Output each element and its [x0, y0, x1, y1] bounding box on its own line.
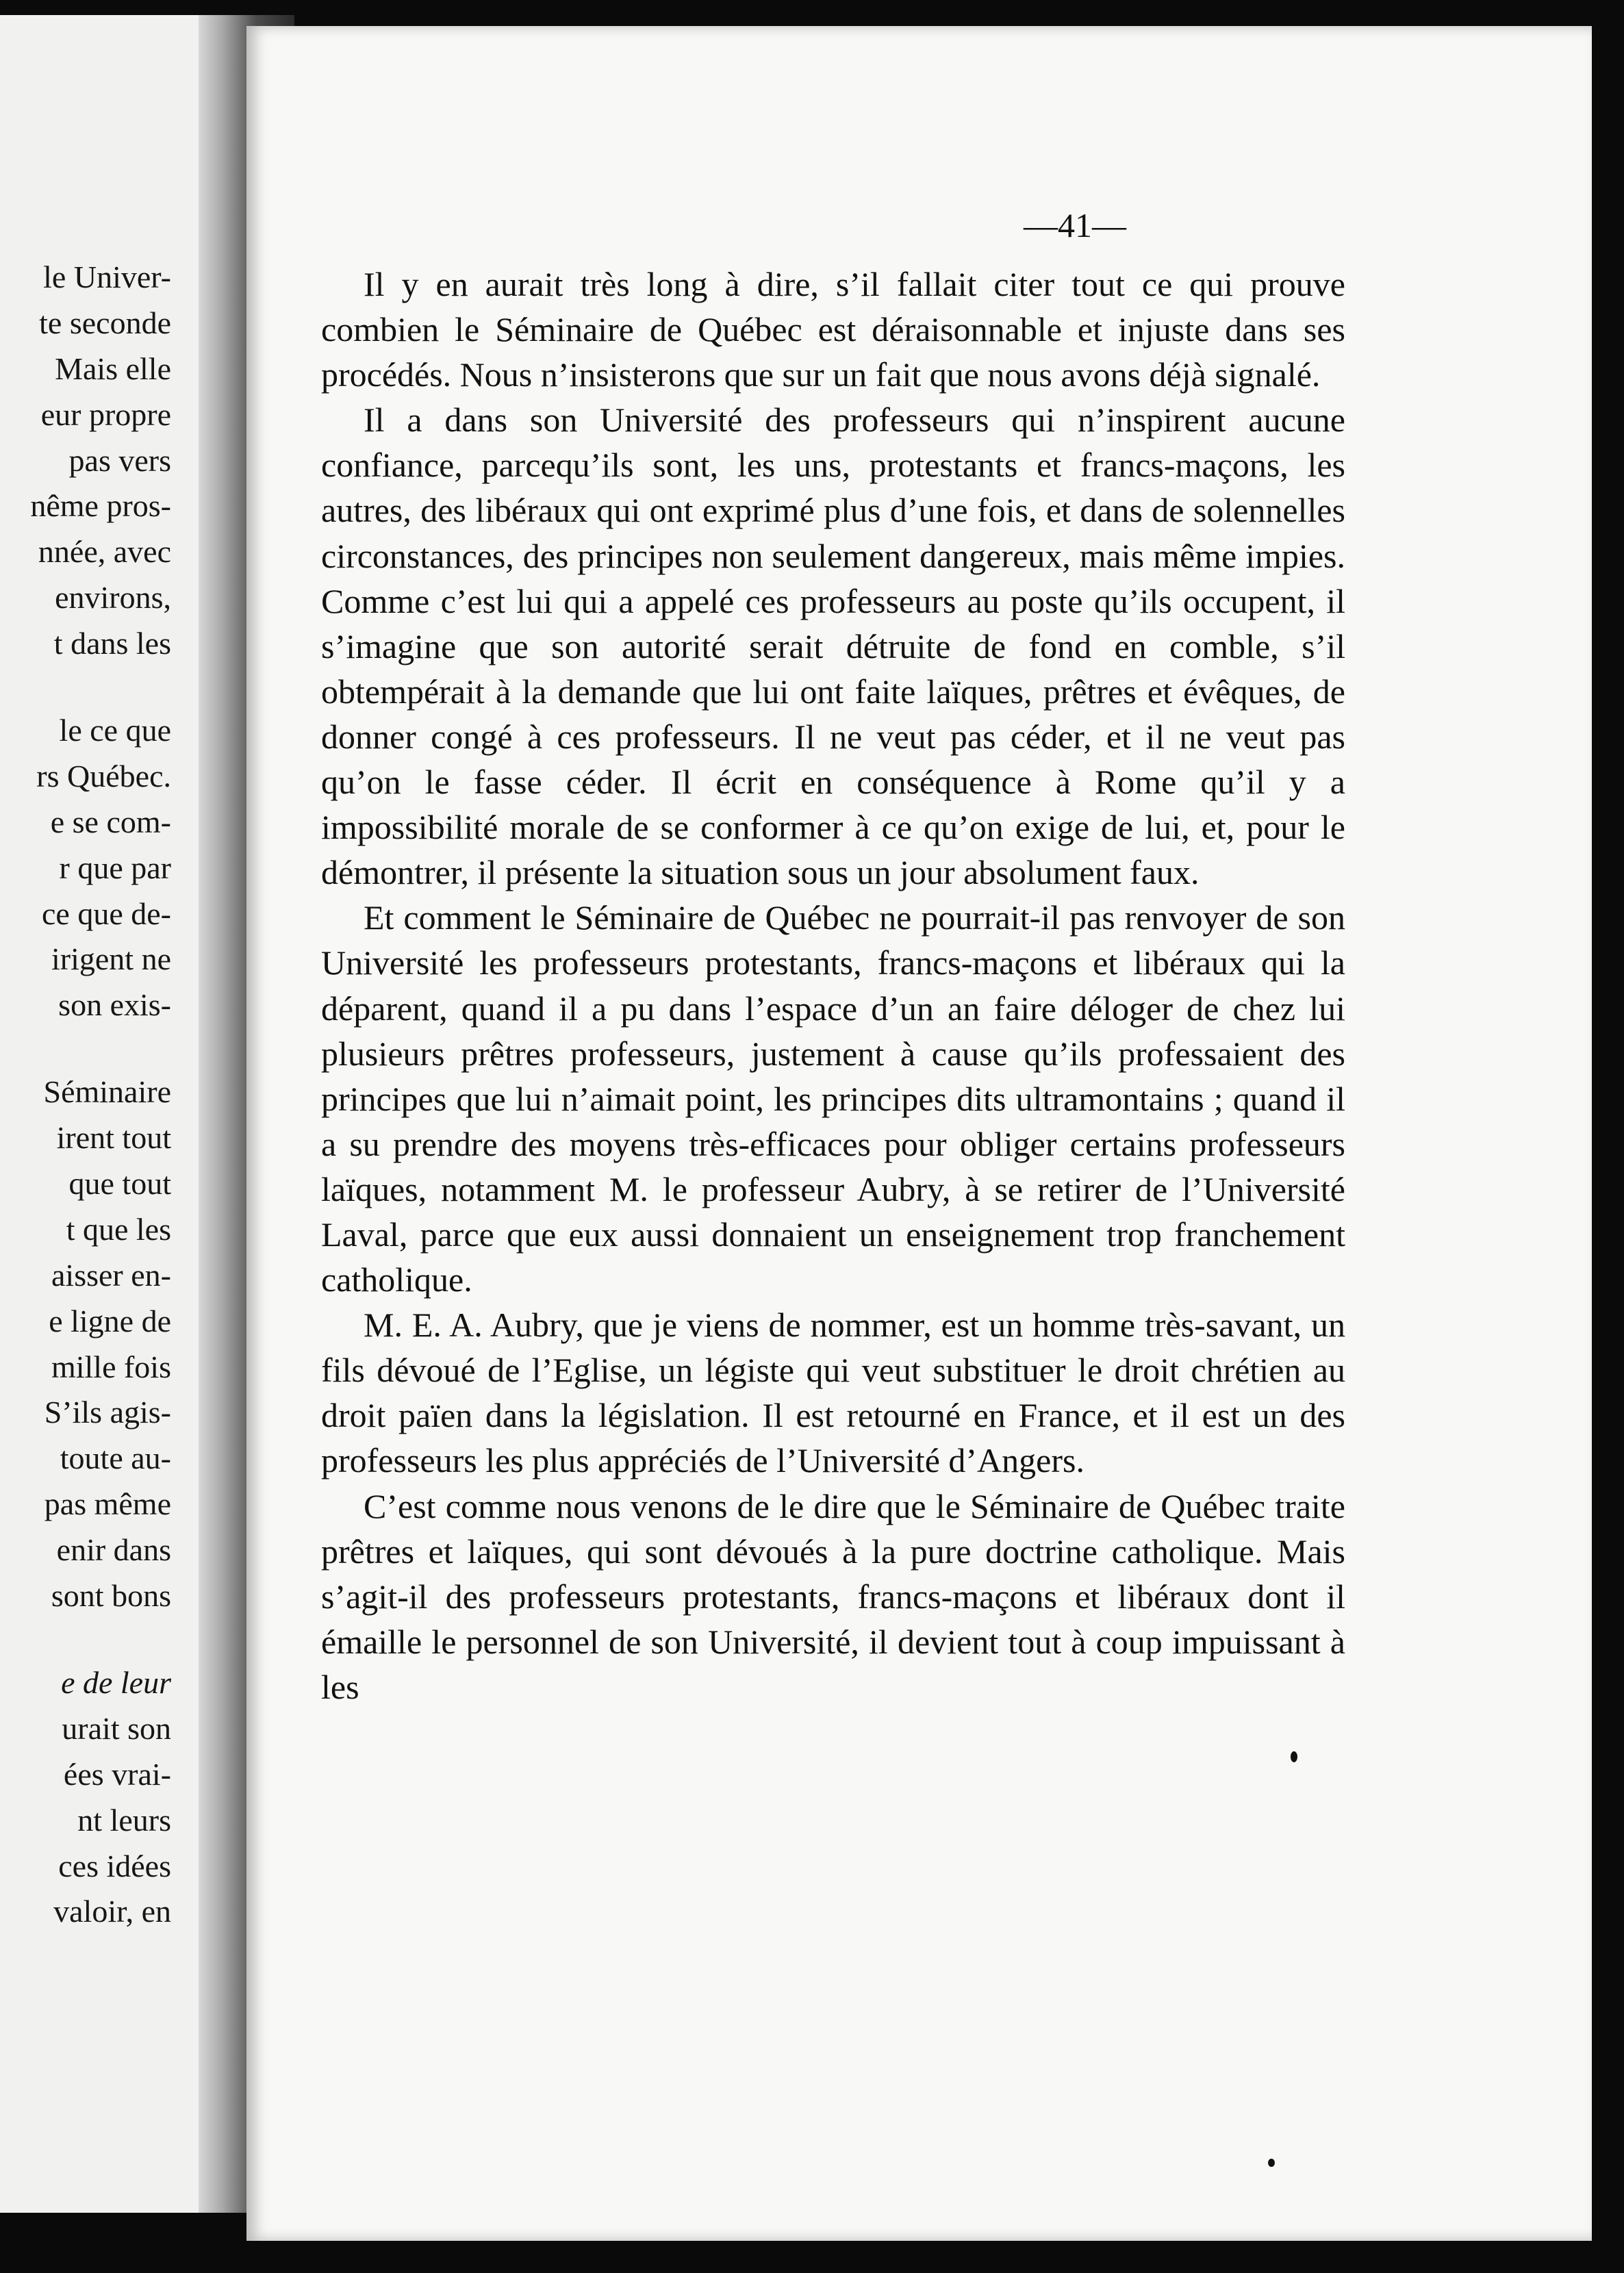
- facing-line: Mais elle: [55, 351, 171, 386]
- paragraph: M. E. A. Aubry, que je viens de nommer, est un homme très-savant, un fils dévoué de l’Eglise, un légiste qui veut substituer le droit chrétien au droit païen dans la législation. Il est retourné en France, et il est un des professeurs les plus appréciés de l’Université d’Angers.: [321, 1306, 1345, 1480]
- facing-line: environs,: [55, 580, 171, 615]
- facing-line-italic: e de leur: [61, 1664, 171, 1700]
- facing-line: nême pros-: [30, 488, 171, 524]
- facing-line: pas vers: [68, 442, 171, 478]
- facing-line: aisser en-: [51, 1257, 171, 1293]
- facing-line: ce que de-: [42, 896, 171, 931]
- facing-page: [0, 15, 233, 2213]
- body-text: [321, 262, 1345, 1710]
- facing-line: e se com-: [50, 804, 171, 839]
- facing-line: e ligne de: [49, 1303, 171, 1338]
- facing-line: irent tout: [56, 1120, 171, 1156]
- facing-line: pas même: [44, 1486, 171, 1522]
- facing-line: ées vrai-: [63, 1756, 171, 1792]
- facing-line: te seconde: [39, 305, 171, 340]
- page-number: —41—: [1024, 206, 1126, 244]
- facing-line: valoir, en: [53, 1894, 171, 1929]
- facing-line: eur propre: [40, 396, 171, 432]
- facing-line: t dans les: [53, 626, 171, 661]
- facing-line: nt leurs: [77, 1802, 171, 1838]
- paragraph: Il a dans son Université des professeurs qui n’inspirent aucune confiance, parcequ’ils sont, les uns, protestants et francs-maçons, les autres, des libéraux qui ont exprimé plus d’une fois, et dans de solennelles circonstances, des principes non seulement dangereux, mais même impies. Comme c’est lui qui a appelé ces professeurs au poste qu’ils occupent, il s’imagine que son autorité serait détruite de fond en comble, s’il obtempérait à la demande que lui ont faite laïques, prêtres et évêques, de donner congé à ces professeurs. Il ne veut pas céder, et il ne veut pas qu’on le fasse céder. Il écrit en conséquence à Rome qu’il y a impossibilité morale de se conformer à ce qu’on exige de lui, et, pour le démontrer, il présente la situation sous un jour absolument faux.: [321, 401, 1345, 892]
- facing-line: t que les: [66, 1211, 171, 1247]
- facing-line: rs Québec.: [36, 758, 171, 793]
- paragraph: Il y en aurait très long à dire, s’il fallait citer tout ce qui prouve combien le Séminaire de Québec est déraisonnable et injuste dans ses procédés. Nous n’insisterons que sur un fait que nous avons déjà signalé.: [321, 265, 1345, 394]
- facing-line: mille fois: [51, 1349, 171, 1384]
- facing-line: son exis-: [58, 987, 171, 1023]
- facing-line: que tout: [68, 1166, 171, 1202]
- facing-page-text: [0, 255, 171, 1935]
- facing-line: irigent ne: [51, 941, 171, 977]
- facing-line: le ce que: [59, 713, 171, 748]
- facing-line: Séminaire: [43, 1074, 171, 1110]
- facing-line: nnée, avec: [38, 534, 171, 570]
- facing-line: toute au-: [60, 1440, 171, 1476]
- facing-line: ces idées: [58, 1848, 171, 1883]
- facing-line: enir dans: [56, 1532, 171, 1568]
- paragraph: Et comment le Séminaire de Québec ne pourrait-il pas renvoyer de son Université les professeurs protestants, francs-maçons et libéraux qui la déparent, quand il a pu dans l’espace d’un an faire déloger de chez lui plusieurs prêtres professeurs, justement à cause qu’ils professaient des principes que lui n’aimait point, les principes dits ultramontains ; quand il a su prendre des moyens très-efficaces pour obliger certains professeurs laïques, notamment M. le professeur Aubry, à se retirer de l’Université Laval, parce que eux aussi donnaient un enseignement trop franchement catholique.: [321, 898, 1345, 1299]
- facing-line: r que par: [59, 850, 171, 885]
- facing-line: sont bons: [51, 1578, 171, 1614]
- facing-line: urait son: [62, 1710, 171, 1746]
- paragraph: C’est comme nous venons de le dire que le Séminaire de Québec traite prêtres et laïques, qui sont dévoués à la pure doctrine catholique. Mais s’agit-il des professeurs protestants, francs-maçons et libéraux dont il émaille le personnel de son Université, il devient tout à coup impuissant à les: [321, 1486, 1345, 1706]
- facing-line: le Univer-: [43, 259, 171, 294]
- facing-line: S’ils agis-: [44, 1395, 171, 1430]
